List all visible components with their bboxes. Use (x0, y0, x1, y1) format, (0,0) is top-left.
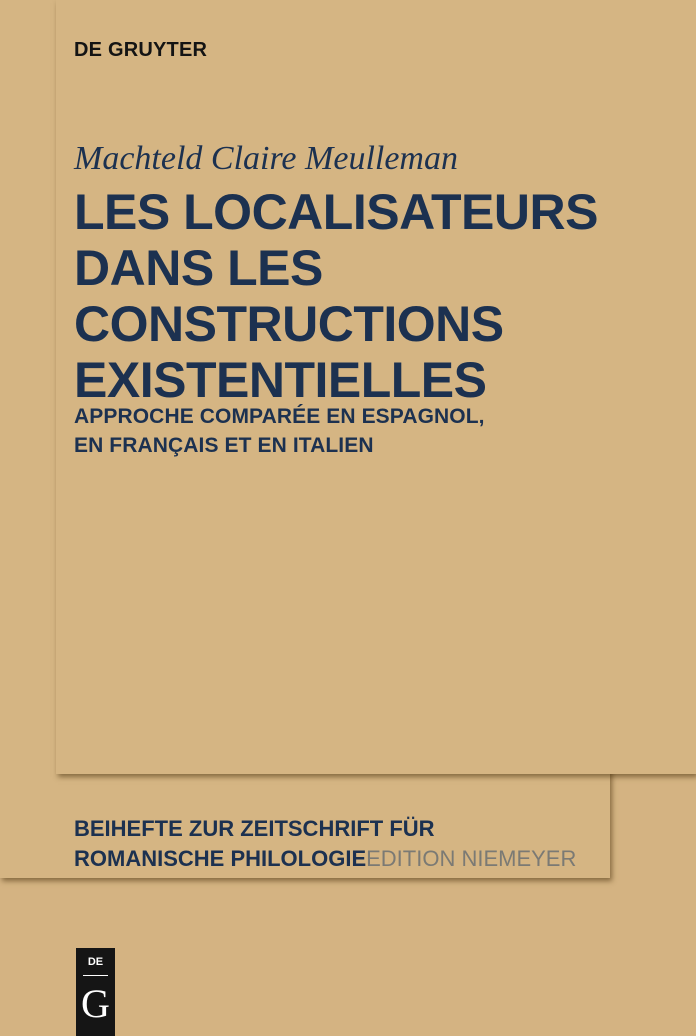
series-line-1: BEIHEFTE ZUR ZEITSCHRIFT FÜR (74, 816, 435, 841)
series-name: ROMANISCHE PHILOLOGIE (74, 846, 367, 871)
title-line: LES LOCALISATEURS (74, 184, 598, 240)
series-imprint: EDITION NIEMEYER (366, 846, 577, 871)
logo-divider (83, 975, 108, 976)
de-gruyter-logo-icon (76, 948, 115, 1036)
series-title (74, 814, 576, 874)
subtitle-line: APPROCHE COMPARÉE EN ESPAGNOL, (74, 405, 485, 428)
book-subtitle (74, 402, 485, 460)
publisher-name: DE GRUYTER (74, 39, 208, 61)
series-line-2 (74, 844, 576, 874)
subtitle-line: EN FRANÇAIS ET EN ITALIEN (74, 434, 374, 457)
book-title (74, 184, 684, 408)
title-line: DANS LES (74, 240, 323, 296)
author-name: Machteld Claire Meulleman (74, 140, 458, 177)
logo-letter: G (81, 981, 110, 1026)
title-line: EXISTENTIELLES (74, 352, 487, 408)
title-line: CONSTRUCTIONS (74, 296, 504, 352)
logo-de-text: DE (87, 956, 104, 968)
